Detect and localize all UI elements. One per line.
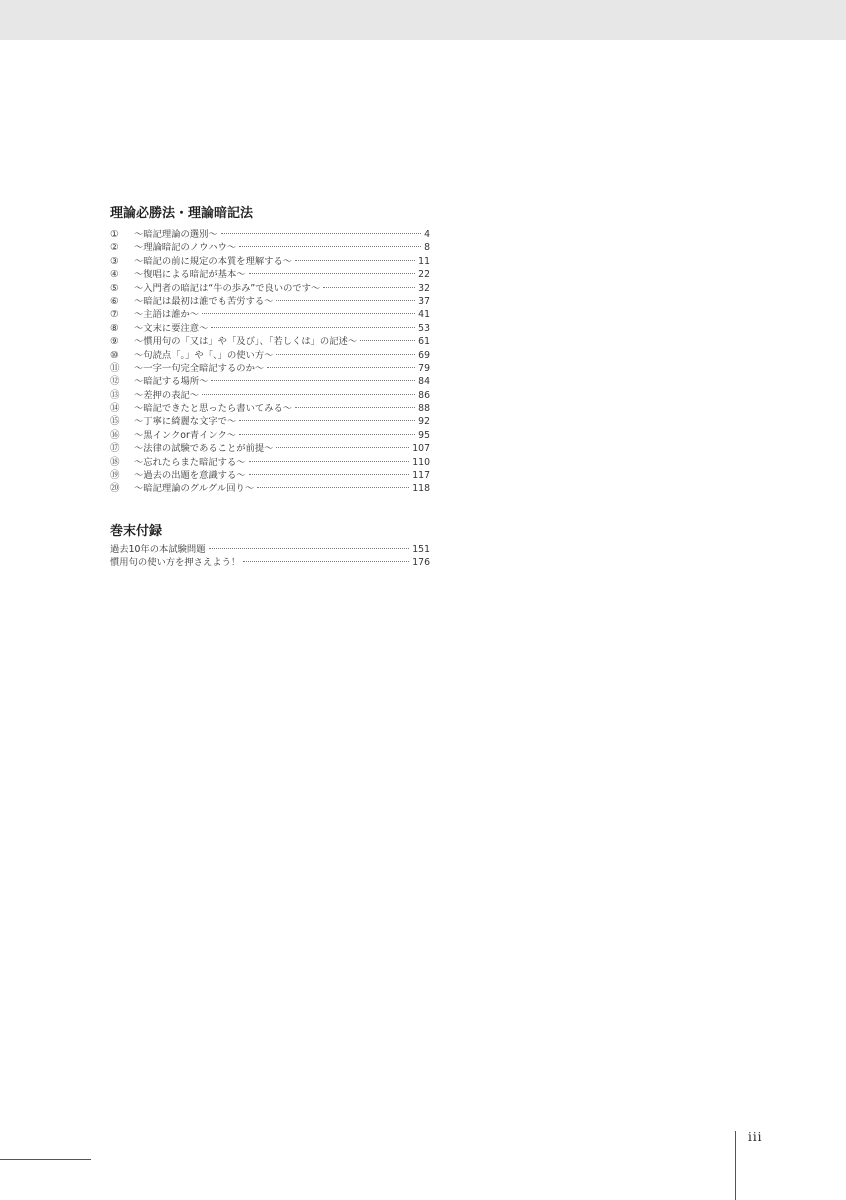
entry-number: ⑤ [110,282,119,294]
entry-title: 〜忘れたらまた暗記する〜 [134,456,246,468]
entry-number: ⑳ [110,483,120,495]
entry-number: ⑯ [110,429,120,441]
dot-leader [249,273,416,274]
dot-leader [295,407,415,408]
dot-leader [276,300,415,301]
entry-number: ② [110,242,119,254]
entry-page: 4 [424,229,430,240]
entry-title: 〜一字一句完全暗記するのか〜 [134,362,265,374]
dot-leader [249,461,410,462]
dot-leader [243,561,409,562]
toc-entry[interactable] [110,282,430,295]
section-title: 理論必勝法・理論暗記法 [110,206,254,221]
dot-leader [202,394,415,395]
page-number: iii [748,1130,763,1144]
entry-title: 〜暗記できたと思ったら書いてみる〜 [134,403,293,415]
entry-title: 〜過去の出題を意識する〜 [134,470,246,482]
entry-page: 61 [418,336,430,348]
entry-title: 〜法律の試験であることが前提〜 [134,443,274,455]
toc-entry[interactable] [110,543,430,556]
dot-leader [295,260,415,261]
entry-page: 41 [418,309,430,321]
toc-entry[interactable] [110,402,430,415]
dot-leader [211,327,415,328]
entry-number: ⑱ [110,456,120,468]
dot-leader [239,434,415,435]
entry-number: ⑪ [110,362,120,374]
entry-title: 〜主語は誰か〜 [134,309,200,321]
entry-page: 69 [418,349,430,361]
toc-entry[interactable] [110,456,430,469]
dot-leader [276,447,409,448]
toc-entry[interactable] [110,241,430,254]
entry-title: 〜暗記する場所〜 [134,376,209,388]
toc-entry[interactable] [110,556,430,569]
toc-entry[interactable] [110,255,430,268]
entry-title: 〜差押の表記〜 [134,389,200,401]
toc-entry[interactable] [110,349,430,362]
entry-page: 107 [412,443,430,455]
toc-entry[interactable] [110,375,430,388]
dot-leader [360,340,415,341]
entry-title: 〜入門者の暗記は“牛の歩み”で良いのです〜 [134,282,321,294]
entry-title: 〜文末に要注意〜 [134,322,209,334]
entry-title: 慣用句の使い方を押さえよう！ [110,557,241,569]
dot-leader [221,233,421,234]
toc-entry[interactable] [110,469,430,482]
entry-page: 84 [418,376,430,388]
entry-number: ⑨ [110,336,119,348]
toc-entry[interactable] [110,322,430,335]
entry-number: ⑧ [110,322,119,334]
appendix-list [110,543,430,570]
entry-title: 〜理論暗記のノウハウ〜 [134,242,237,254]
toc-entry[interactable] [110,362,430,375]
entry-number: ⑥ [110,295,119,307]
entry-title: 〜暗記理論の選別〜 [134,229,218,240]
entry-page: 79 [418,362,430,374]
entry-page: 88 [418,403,430,415]
entry-page: 8 [424,242,430,254]
toc-entry[interactable] [110,268,430,281]
entry-number: ⑭ [110,403,120,415]
entry-title: 〜慣用句の「又は」や「及び」、「若しくは」の記述〜 [134,336,358,348]
entry-number: ⑰ [110,443,120,455]
entry-page: 151 [412,543,430,555]
entry-number: ④ [110,269,119,281]
entry-number: ③ [110,255,119,267]
entry-number: ① [110,229,119,240]
toc-entry[interactable] [110,308,430,321]
entry-number: ⑬ [110,389,120,401]
dot-leader [249,474,410,475]
page-number-divider [735,1131,736,1200]
toc-entry[interactable] [110,389,430,402]
toc-entry[interactable] [110,442,430,455]
entry-number: ⑲ [110,470,120,482]
toc-entry[interactable] [110,335,430,348]
entry-page: 117 [412,470,430,482]
entry-title: 〜暗記は最初は誰でも苦労する〜 [134,295,274,307]
dot-leader [267,367,415,368]
table-of-contents [110,205,430,570]
entry-title: 〜丁寧に綺麗な文字で〜 [134,416,237,428]
toc-entry[interactable] [110,228,430,241]
entry-page: 95 [418,429,430,441]
dot-leader [276,354,415,355]
entry-number: ⑫ [110,376,120,388]
entry-number: ⑮ [110,416,120,428]
entry-page: 118 [412,483,430,495]
entry-page: 110 [412,456,430,468]
dot-leader [239,246,421,247]
dot-leader [211,380,415,381]
toc-entry[interactable] [110,415,430,428]
entry-page: 92 [418,416,430,428]
toc-entry[interactable] [110,295,430,308]
entry-number: ⑦ [110,309,119,321]
top-gray-band [0,0,846,40]
entry-page: 86 [418,389,430,401]
dot-leader [239,420,415,421]
entry-number: ⑩ [110,349,119,361]
entry-title: 〜暗記の前に規定の本質を理解する〜 [134,255,293,267]
entry-page: 32 [418,282,430,294]
entry-title: 〜復唱による暗記が基本〜 [134,269,246,281]
dot-leader [209,548,410,549]
dot-leader [257,487,409,488]
entry-page: 176 [412,557,430,569]
entry-page: 22 [418,269,430,281]
appendix-title: 巻末付録 [110,523,163,539]
entry-page: 37 [418,295,430,307]
entry-page: 11 [418,255,430,267]
entry-title: 過去10年の本試験問題 [110,543,206,555]
entry-page: 53 [418,322,430,334]
entry-title: 〜黒インクor青インク〜 [134,429,237,441]
toc-entry[interactable] [110,429,430,442]
toc-list [110,228,430,496]
entry-title: 〜句読点「。」や「、」の使い方〜 [134,349,274,361]
toc-entry[interactable] [110,482,430,495]
dot-leader [202,313,415,314]
entry-title: 〜暗記理論のグルグル回り〜 [134,483,255,495]
dot-leader [323,287,415,288]
footer-rule [0,1159,91,1160]
